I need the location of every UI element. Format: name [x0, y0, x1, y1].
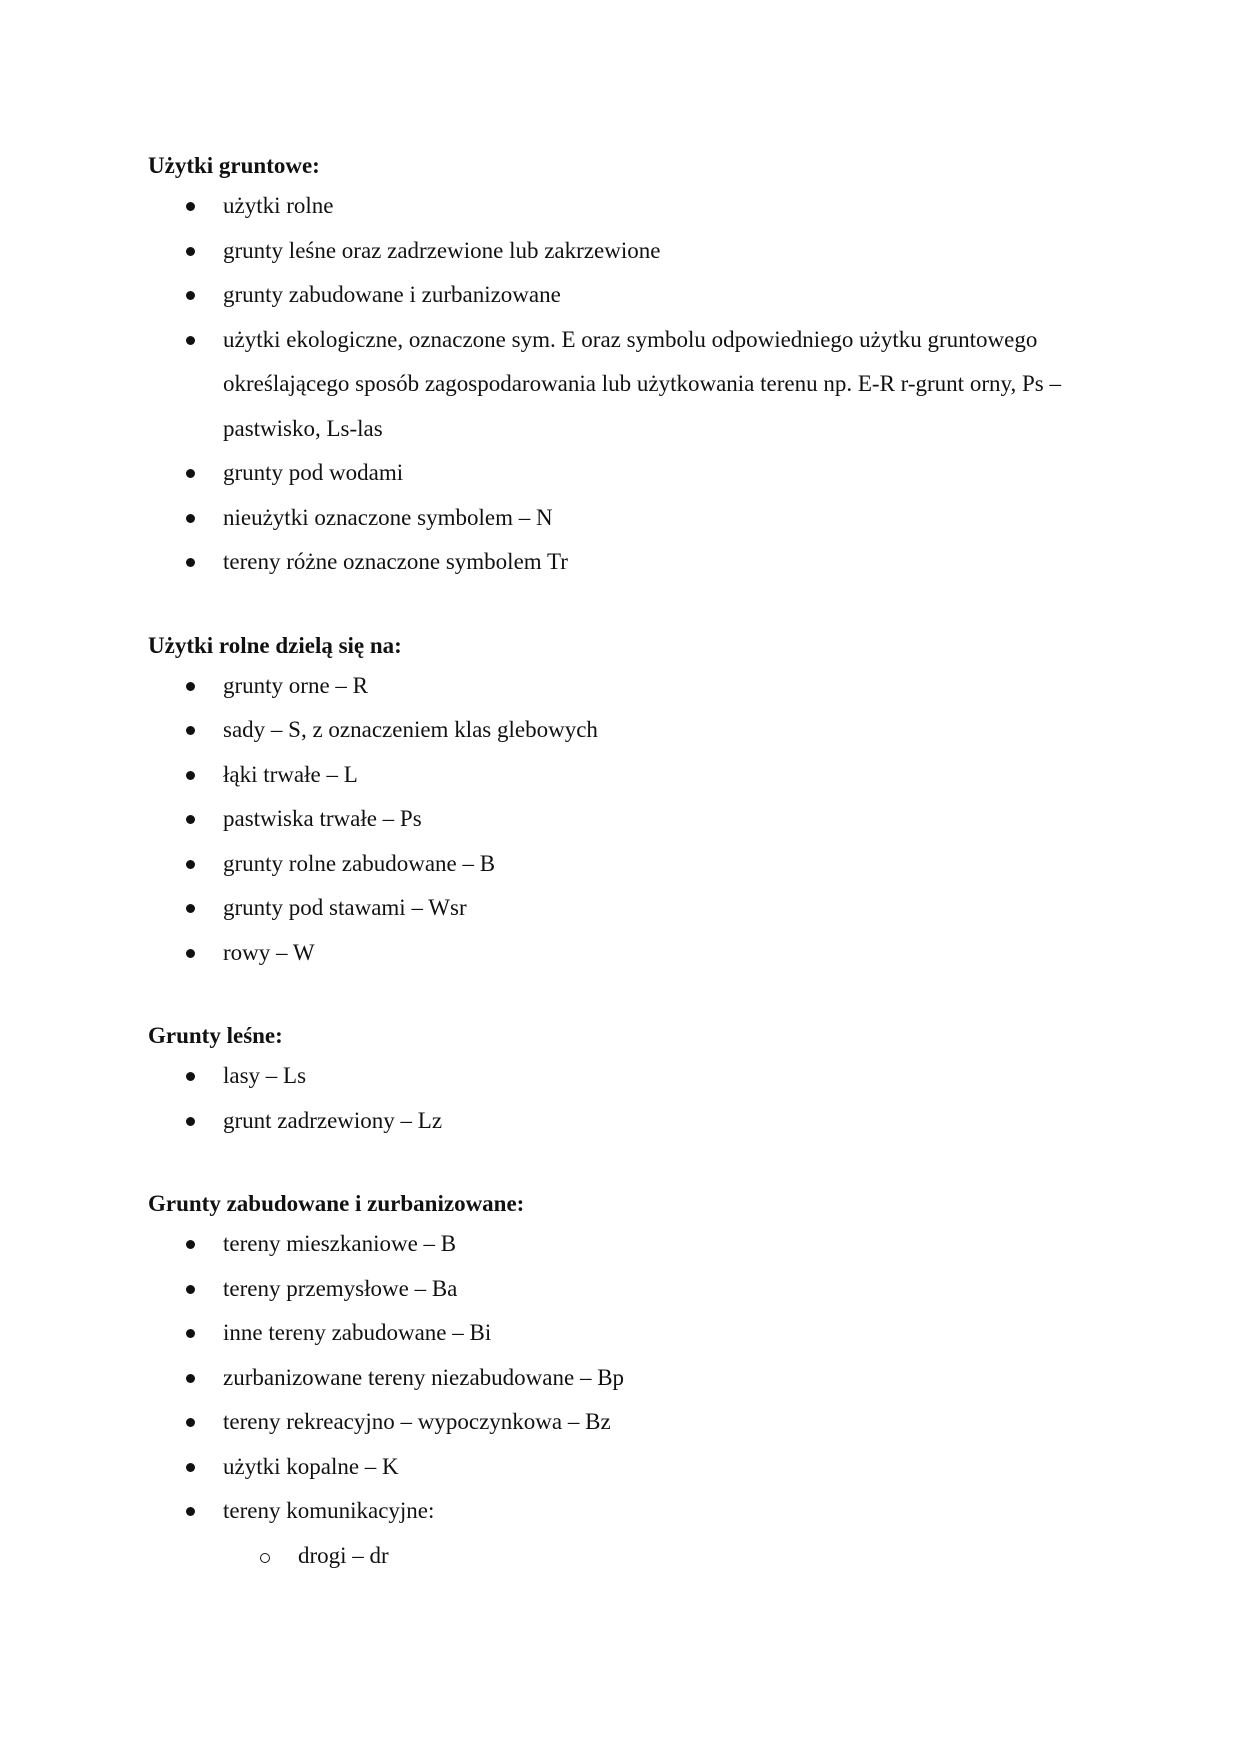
list-item: tereny mieszkaniowe – B: [148, 1222, 1108, 1267]
list-item: inne tereny zabudowane – Bi: [148, 1311, 1108, 1356]
list-item: sady – S, z oznaczeniem klas glebowych: [148, 708, 1108, 753]
list-item: grunty leśne oraz zadrzewione lub zakrzewione: [148, 229, 1108, 274]
list-item: użytki ekologiczne, oznaczone sym. E oraz symbolu odpowiedniego użytku gruntowego określającego sposób zagospodarowania lub użytkowania terenu np. E-R r-grunt orny, Ps – pastwisko, Ls-las: [148, 318, 1108, 452]
list-item: grunt zadrzewiony – Lz: [148, 1099, 1108, 1144]
section-heading: Grunty leśne:: [148, 1023, 283, 1048]
bullet-icon: [186, 558, 195, 567]
section-heading: Użytki rolne dzielą się na:: [148, 632, 402, 658]
document-page: [148, 148, 1108, 1578]
bullet-icon: [186, 904, 195, 913]
bullet-icon: [186, 202, 195, 211]
section-grunty-lesne: [148, 1018, 1108, 1143]
bullet-icon: [186, 1418, 195, 1427]
bullet-icon: [186, 247, 195, 256]
bullet-icon: [186, 469, 195, 478]
section-uzytki-gruntowe: [148, 148, 1108, 585]
bullet-icon: [186, 1374, 195, 1383]
bullet-list: [148, 1054, 1108, 1143]
section-uzytki-rolne: [148, 628, 1108, 976]
bullet-list: [148, 184, 1108, 585]
bullet-icon: [186, 949, 195, 958]
sub-list-wrapper: [148, 1534, 1108, 1579]
bullet-icon: [186, 1117, 195, 1126]
list-item: tereny przemysłowe – Ba: [148, 1267, 1108, 1312]
list-item: łąki trwałe – L: [148, 753, 1108, 798]
bullet-icon: [186, 291, 195, 300]
list-item: grunty orne – R: [148, 664, 1108, 709]
bullet-icon: [186, 815, 195, 824]
list-item: nieużytki oznaczone symbolem – N: [148, 496, 1108, 541]
bullet-list: [148, 664, 1108, 976]
bullet-icon: [186, 1285, 195, 1294]
bullet-icon: [186, 1240, 195, 1249]
bullet-icon: [186, 336, 195, 345]
bullet-icon: [186, 860, 195, 869]
list-item: zurbanizowane tereny niezabudowane – Bp: [148, 1356, 1108, 1401]
list-item: tereny różne oznaczone symbolem Tr: [148, 540, 1108, 585]
bullet-icon: [186, 1463, 195, 1472]
list-item: grunty pod stawami – Wsr: [148, 886, 1108, 931]
list-item: grunty rolne zabudowane – B: [148, 842, 1108, 887]
list-item: grunty pod wodami: [148, 451, 1108, 496]
list-item: tereny komunikacyjne: drogi – dr: [148, 1489, 1108, 1578]
bullet-icon: [186, 1507, 195, 1516]
list-item: tereny rekreacyjno – wypoczynkowa – Bz: [148, 1400, 1108, 1445]
circle-bullet-icon: [260, 1553, 270, 1563]
list-item: rowy – W: [148, 931, 1108, 976]
section-grunty-zabudowane: [148, 1186, 1108, 1578]
section-heading: Użytki gruntowe:: [148, 153, 320, 178]
bullet-icon: [186, 1329, 195, 1338]
sub-list: [223, 1534, 1108, 1579]
bullet-list: [148, 1222, 1108, 1578]
list-item: użytki rolne: [148, 184, 1108, 229]
bullet-icon: [186, 1072, 195, 1081]
bullet-icon: [186, 514, 195, 523]
bullet-icon: [186, 771, 195, 780]
section-heading: Grunty zabudowane i zurbanizowane:: [148, 1191, 525, 1216]
list-item: użytki kopalne – K: [148, 1445, 1108, 1490]
list-item: pastwiska trwałe – Ps: [148, 797, 1108, 842]
list-item: grunty zabudowane i zurbanizowane: [148, 273, 1108, 318]
bullet-icon: [186, 682, 195, 691]
sub-list-item: drogi – dr: [223, 1534, 1108, 1579]
bullet-icon: [186, 726, 195, 735]
list-item: lasy – Ls: [148, 1054, 1108, 1099]
